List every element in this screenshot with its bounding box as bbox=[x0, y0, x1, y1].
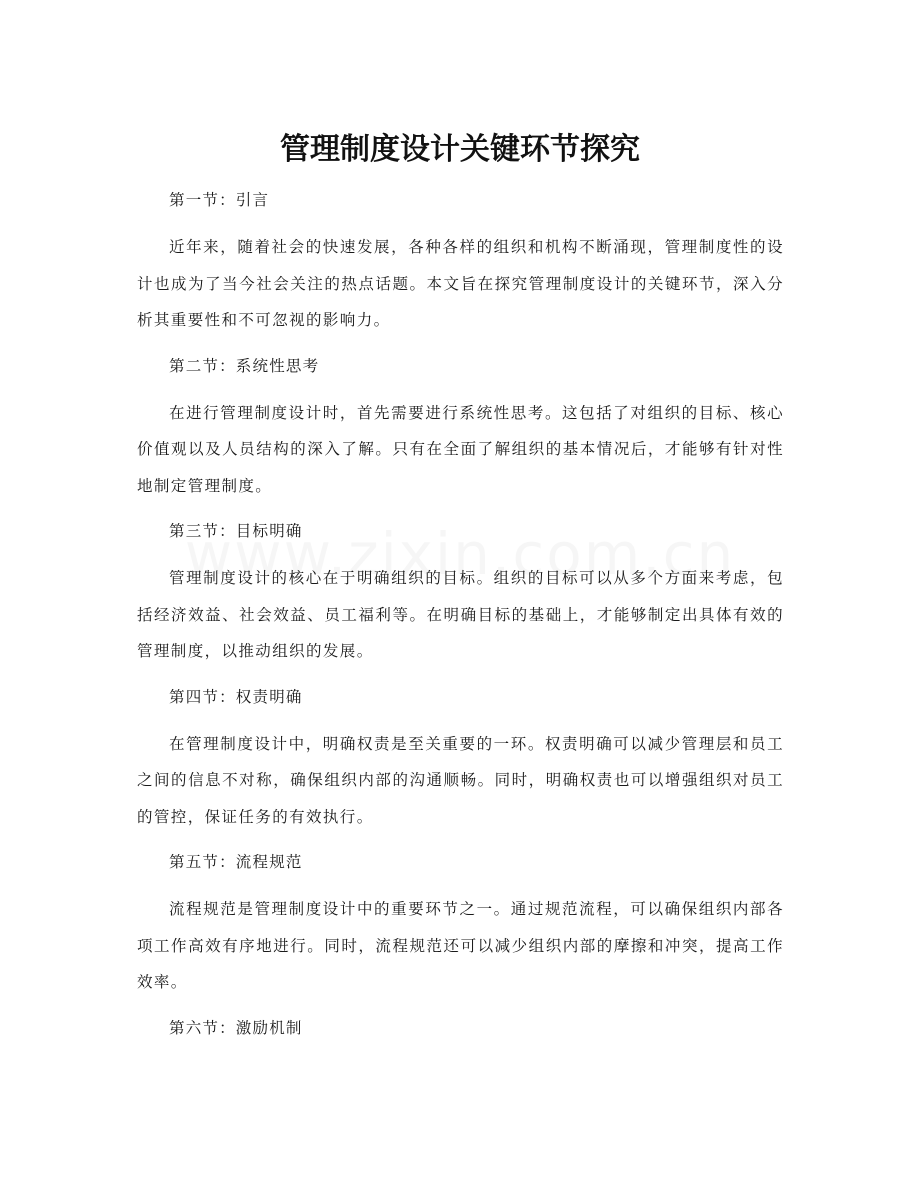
section-paragraph-1: 近年来，随着社会的快速发展，各种各样的组织和机构不断涌现，管理制度性的设计也成为了当今社会关注的热点话题。本文旨在探究管理制度设计的关键环节，深入分析其重要性和不可忽视的影响力。 bbox=[137, 238, 784, 329]
section-heading-3: 第三节：目标明确 bbox=[169, 522, 303, 540]
section-heading-4: 第四节：权责明确 bbox=[169, 687, 303, 706]
section-heading-6: 第六节：激励机制 bbox=[169, 1018, 303, 1037]
section-paragraph-5: 流程规范是管理制度设计中的重要环节之一。通过规范流程，可以确保组织内部各项工作高效有序地进行。同时，流程规范还可以减少组织内部的摩擦和冲突，提高工作效率。 bbox=[137, 900, 784, 991]
document-body bbox=[137, 186, 784, 1042]
section-paragraph-2: 在进行管理制度设计时，首先需要进行系统性思考。这包括了对组织的目标、核心价值观以及人员结构的深入了解。只有在全面了解组织的基本情况后，才能够有针对性地制定管理制度。 bbox=[137, 403, 784, 495]
document-title: 管理制度设计关键环节探究 bbox=[280, 132, 640, 168]
section-paragraph-4: 在管理制度设计中，明确权责是至关重要的一环。权责明确可以减少管理层和员工之间的信息不对称，确保组织内部的沟通顺畅。同时，明确权责也可以增强组织对员工的管控，保证任务的有效执行。 bbox=[137, 734, 784, 826]
section-heading-5: 第五节：流程规范 bbox=[169, 853, 303, 871]
section-heading-1: 第一节：引言 bbox=[169, 191, 270, 209]
section-paragraph-3: 管理制度设计的核心在于明确组织的目标。组织的目标可以从多个方面来考虑，包括经济效益、社会效益、员工福利等。在明确目标的基础上，才能够制定出具体有效的管理制度，以推动组织的发展。 bbox=[137, 569, 784, 660]
section-heading-2: 第二节：系统性思考 bbox=[169, 356, 320, 375]
